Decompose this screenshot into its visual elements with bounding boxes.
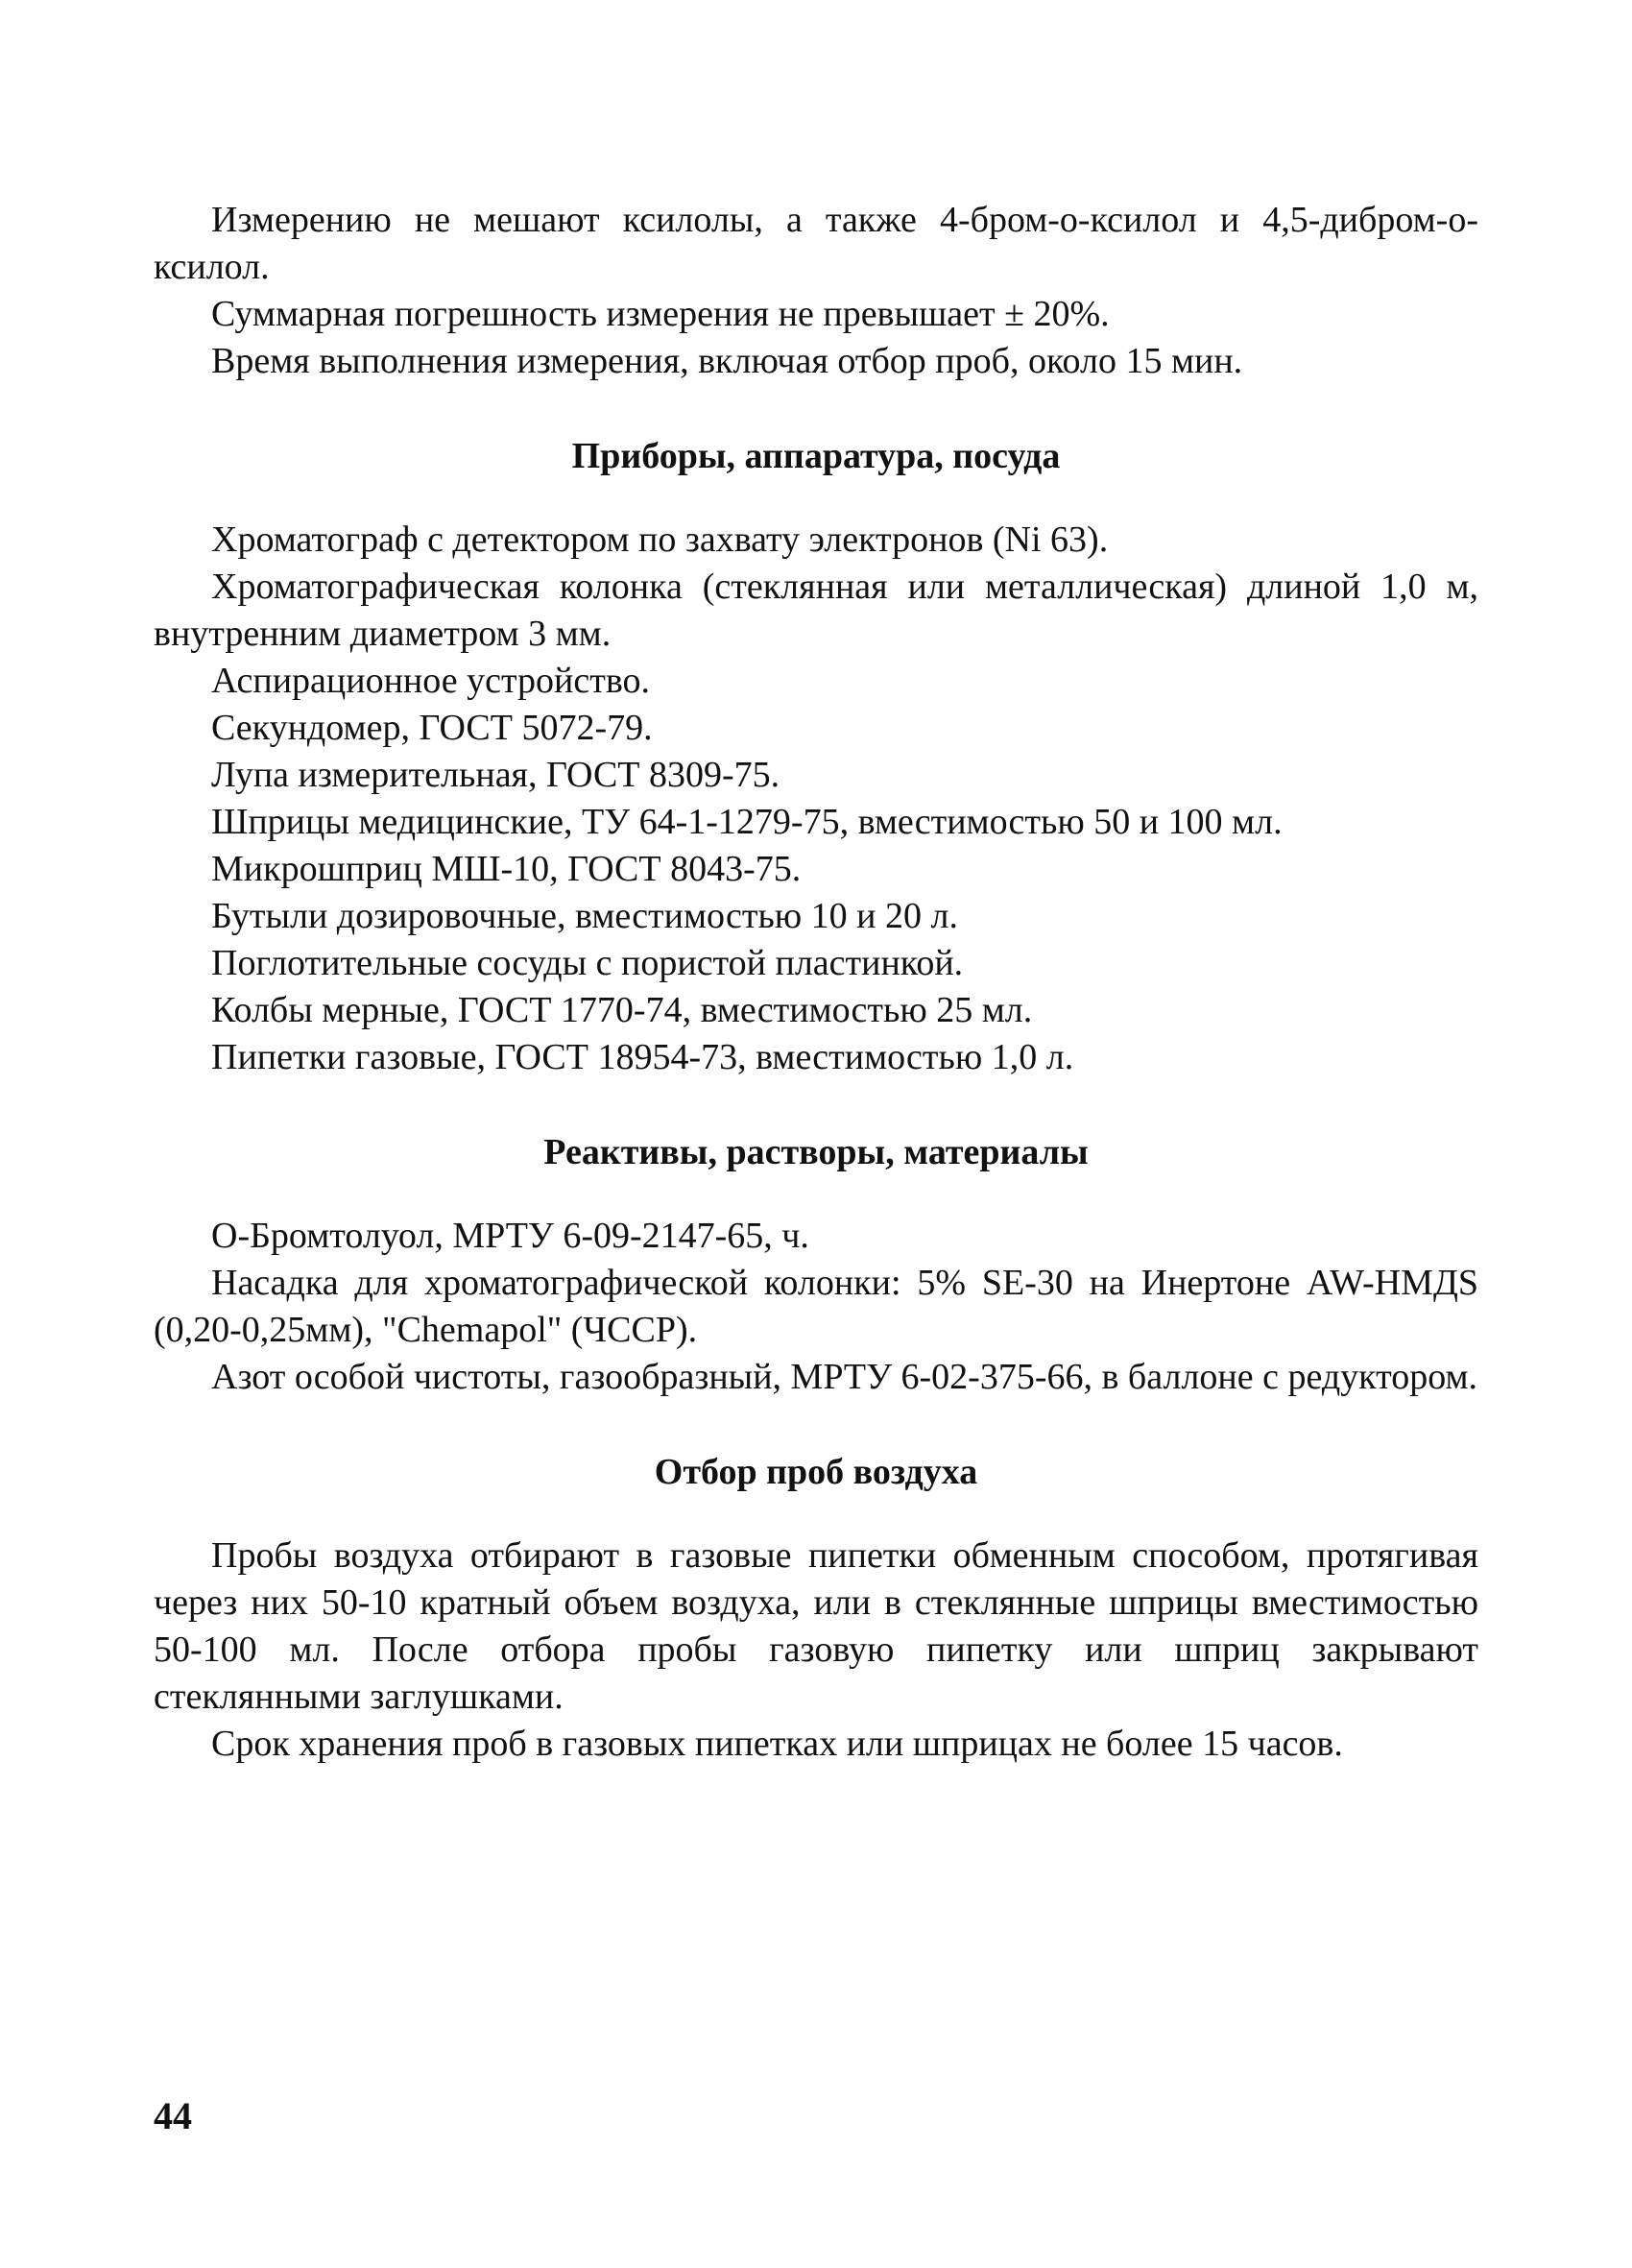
equipment-item: Лупа измерительная, ГОСТ 8309-75. [211,755,780,795]
sampling-paragraph: Пробы воздуха отбирают в газовые пипетки обменным способом, протягивая через них 50-10 кратный объем воздуха, или в стеклянные шприцы вместимостью 50-100 мл. После отбора пробы газовую пипетку или шприц закрывают стеклянными заглушками. [154,1535,1478,1717]
intro-paragraph-1: Измерению не мешают ксилолы, а также 4-бром-о-ксилол и 4,5-дибром-о-ксилол. [154,200,1478,287]
equipment-item: Колбы мерные, ГОСТ 1770-74, вместимостью 25 мл. [211,990,1033,1030]
document-page [154,197,1478,1768]
equipment-item: Шприцы медицинские, ТУ 64-1-1279-75, вместимостью 50 и 100 мл. [211,802,1283,842]
reagent-item: Насадка для хроматографической колонки: 5% SE-30 на Инертоне AW-HMДS (0,20-0,25мм), "Chemapol" (ЧССР). [154,1263,1478,1350]
sampling-paragraph: Срок хранения проб в газовых пипетках или шприцах не более 15 часов. [211,1724,1343,1764]
intro-paragraph-3: Время выполнения измерения, включая отбор проб, около 15 мин. [211,341,1243,381]
page-number: 44 [154,2094,192,2137]
intro-paragraph-2: Суммарная погрешность измерения не превышает ± 20%. [211,294,1110,334]
equipment-heading: Приборы, аппаратура, посуда [571,436,1061,476]
reagent-item: Азот особой чистоты, газообразный, МРТУ 6-02-375-66, в баллоне с редуктором. [211,1357,1478,1397]
sampling-heading: Отбор проб воздуха [654,1452,978,1492]
equipment-item: Хроматограф с детектором по захвату электронов (Ni 63). [211,519,1109,560]
reagent-item: О-Бромтолуол, МРТУ 6-09-2147-65, ч. [211,1216,809,1256]
equipment-item: Микрошприц МШ-10, ГОСТ 8043-75. [211,849,802,889]
reagents-heading: Реактивы, растворы, материалы [543,1132,1089,1172]
equipment-item: Поглотительные сосуды с пористой пластинкой. [211,943,964,983]
equipment-item: Бутыли дозировочные, вместимостью 10 и 20 л. [211,896,958,936]
equipment-item: Секундомер, ГОСТ 5072-79. [211,708,653,748]
equipment-item: Пипетки газовые, ГОСТ 18954-73, вместимостью 1,0 л. [211,1037,1074,1077]
equipment-item: Аспирационное устройство. [211,661,651,701]
equipment-item: Хроматографическая колонка (стеклянная или металлическая) длиной 1,0 м, внутренним диаметром 3 мм. [154,567,1478,654]
